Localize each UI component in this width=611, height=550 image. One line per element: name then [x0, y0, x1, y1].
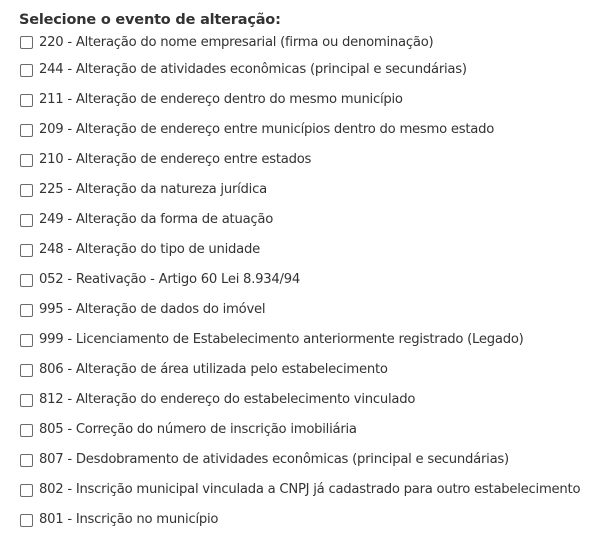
event-option-807[interactable]: [19, 445, 611, 475]
form-title: Selecione o evento de alteração:: [19, 12, 281, 28]
event-option-801[interactable]: [19, 505, 611, 535]
event-checkbox-211[interactable]: [20, 94, 33, 107]
event-checkbox-244[interactable]: [20, 64, 33, 77]
event-label-248[interactable]: 248 - Alteração do tipo de unidade: [39, 242, 260, 257]
event-checkbox-806[interactable]: [20, 364, 33, 377]
event-option-248[interactable]: [19, 235, 611, 265]
event-option-995[interactable]: [19, 295, 611, 325]
event-option-211[interactable]: [19, 85, 611, 115]
event-checkbox-225[interactable]: [20, 184, 33, 197]
event-checkbox-249[interactable]: [20, 214, 33, 227]
event-option-802[interactable]: [19, 475, 611, 505]
event-checkbox-210[interactable]: [20, 154, 33, 167]
event-label-211[interactable]: 211 - Alteração de endereço dentro do mesmo município: [39, 92, 403, 107]
event-label-249[interactable]: 249 - Alteração da forma de atuação: [39, 212, 274, 227]
event-option-225[interactable]: [19, 175, 611, 205]
event-label-806[interactable]: 806 - Alteração de área utilizada pelo estabelecimento: [39, 362, 388, 377]
event-option-209[interactable]: [19, 115, 611, 145]
event-option-052[interactable]: [19, 265, 611, 295]
event-checkbox-995[interactable]: [20, 304, 33, 317]
event-checkbox-807[interactable]: [20, 454, 33, 467]
event-label-802[interactable]: 802 - Inscrição municipal vinculada a CNPJ já cadastrado para outro estabelecimento: [39, 482, 581, 497]
event-checkbox-805[interactable]: [20, 424, 33, 437]
event-checkbox-248[interactable]: [20, 244, 33, 257]
event-option-812[interactable]: [19, 385, 611, 415]
event-label-995[interactable]: 995 - Alteração de dados do imóvel: [39, 302, 266, 317]
event-checkbox-802[interactable]: [20, 484, 33, 497]
event-checkbox-812[interactable]: [20, 394, 33, 407]
event-label-209[interactable]: 209 - Alteração de endereço entre municípios dentro do mesmo estado: [39, 122, 495, 137]
event-options-list: [19, 30, 611, 535]
event-option-210[interactable]: [19, 145, 611, 175]
event-checkbox-220[interactable]: [20, 36, 33, 49]
event-option-220[interactable]: [19, 30, 611, 55]
event-label-220[interactable]: 220 - Alteração do nome empresarial (firma ou denominação): [39, 34, 434, 50]
event-checkbox-209[interactable]: [20, 124, 33, 137]
event-option-249[interactable]: [19, 205, 611, 235]
event-label-999[interactable]: 999 - Licenciamento de Estabelecimento anteriormente registrado (Legado): [39, 332, 524, 347]
event-option-999[interactable]: [19, 325, 611, 355]
event-label-801[interactable]: 801 - Inscrição no município: [39, 512, 219, 527]
event-option-805[interactable]: [19, 415, 611, 445]
event-label-807[interactable]: 807 - Desdobramento de atividades econômicas (principal e secundárias): [39, 452, 509, 467]
event-label-812[interactable]: 812 - Alteração do endereço do estabelecimento vinculado: [39, 392, 416, 407]
event-option-806[interactable]: [19, 355, 611, 385]
event-label-805[interactable]: 805 - Correção do número de inscrição imobiliária: [39, 422, 357, 437]
event-label-052[interactable]: 052 - Reativação - Artigo 60 Lei 8.934/94: [39, 272, 301, 287]
event-checkbox-801[interactable]: [20, 514, 33, 527]
event-checkbox-052[interactable]: [20, 274, 33, 287]
event-option-244[interactable]: [19, 55, 611, 85]
event-label-244[interactable]: 244 - Alteração de atividades econômicas (principal e secundárias): [39, 62, 467, 77]
event-checkbox-999[interactable]: [20, 334, 33, 347]
event-label-210[interactable]: 210 - Alteração de endereço entre estados: [39, 152, 312, 167]
event-label-225[interactable]: 225 - Alteração da natureza jurídica: [39, 182, 267, 197]
